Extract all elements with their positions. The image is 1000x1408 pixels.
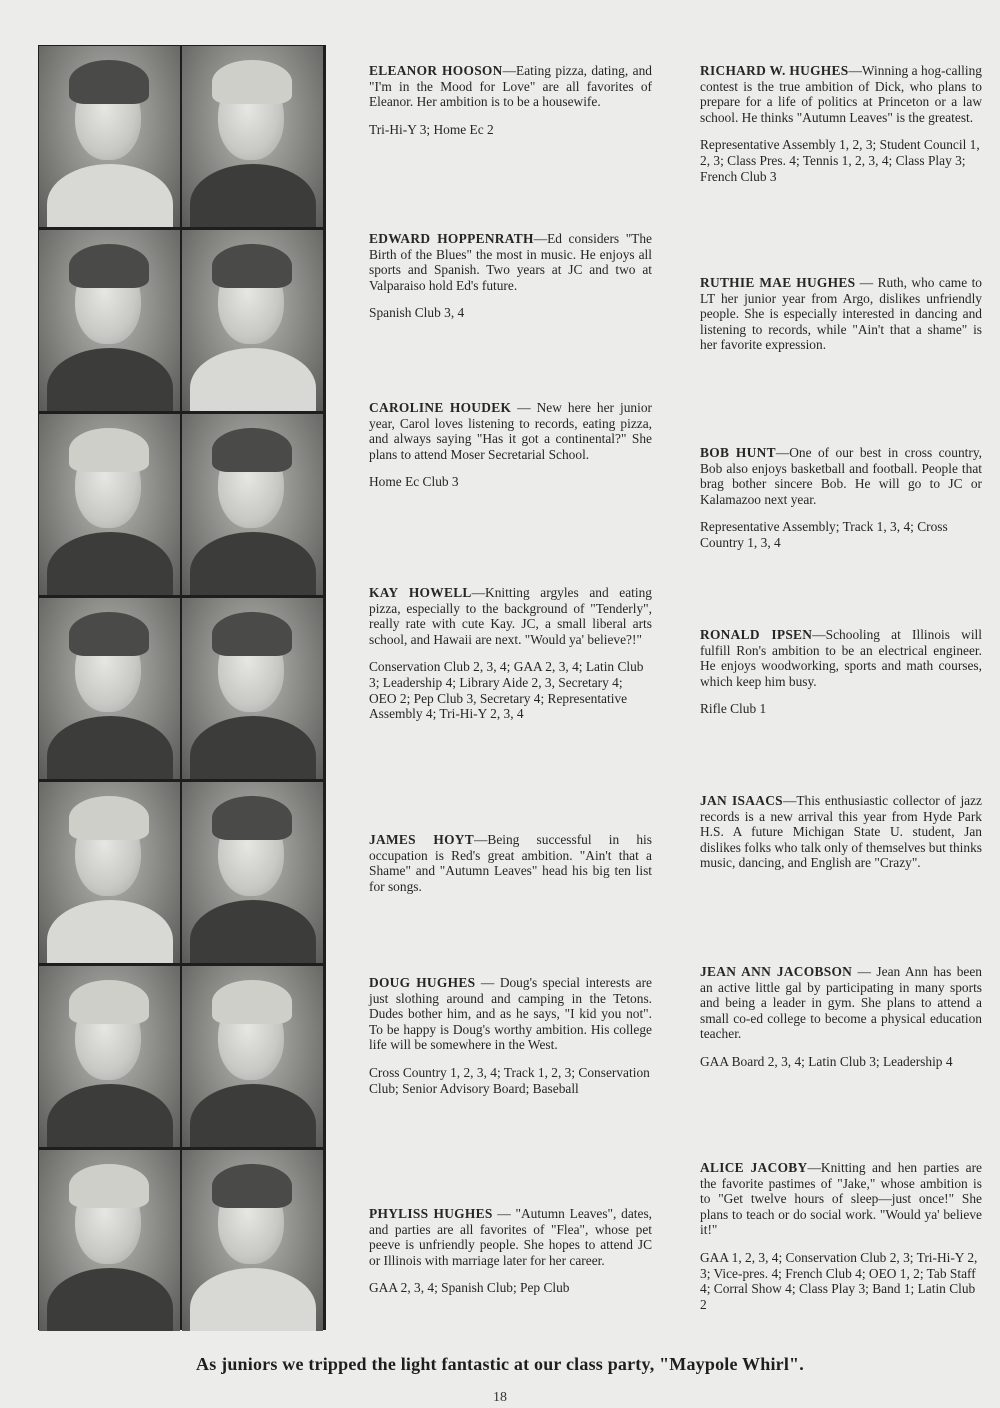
student-name: DOUG HUGHES	[369, 975, 476, 990]
student-activities: Spanish Club 3, 4	[369, 305, 465, 321]
bio-bob-hunt	[700, 445, 982, 551]
student-description: — Doug's special interests are just slothing around and camping in the Tetons. Dudes bother him, and as he says, "I kid you not". To be happy is Doug's worthy ambition. His college life will be somewhere in the West.	[369, 975, 652, 1053]
bio-ronald-ipsen	[700, 627, 982, 717]
student-description: —Schooling at Illinois will fulfill Ron's ambition to be an electrical engineer. He enjoys woodworking, sports and math courses, which keep him busy.	[700, 627, 982, 689]
bio-jan-isaacs	[700, 793, 982, 871]
page-number: 18	[493, 1390, 507, 1405]
bio-ruthie-mae-hughes	[700, 275, 982, 353]
student-description: —This enthusiastic collector of jazz records is a new arrival this year from Hyde Park H.S. A future Michigan State U. student, Jan dislikes folks who talk only of themselves but thinks music, dancing, and English are "Crazy".	[700, 793, 983, 871]
student-activities: Home Ec Club 3	[369, 474, 459, 490]
student-name: RONALD IPSEN	[700, 627, 813, 642]
student-activities: GAA 1, 2, 3, 4; Conservation Club 2, 3; Tri-Hi-Y 2, 3; Vice-pres. 4; French Club 4; OEO 1, 2; Tab Staff 4; Corral Show 4; Class Play 3; Band 1; Latin Club 2	[700, 1249, 978, 1312]
student-name: ELEANOR HOOSON	[369, 63, 503, 78]
student-activities: Representative Assembly; Track 1, 3, 4; Cross Country 1, 3, 4	[700, 519, 948, 550]
student-activities: Cross Country 1, 2, 3, 4; Track 1, 2, 3; Conservation Club; Senior Advisory Board; Baseball	[369, 1064, 650, 1096]
student-activities: Tri-Hi-Y 3; Home Ec 2	[369, 121, 494, 137]
portrait-ruthie-mae-hughes	[182, 230, 323, 411]
portrait-bob-hunt	[182, 414, 323, 595]
student-name: CAROLINE HOUDEK	[369, 400, 512, 415]
student-name: PHYLISS HUGHES	[369, 1206, 493, 1221]
student-activities: Conservation Club 2, 3, 4; GAA 2, 3, 4; Latin Club 3; Leadership 4; Library Aide 2, 3, Secretary 4; OEO 2; Pep Club 3, Secretary 4; Representative Assembly 4; Tri-Hi-Y 2, 3, 4	[369, 659, 644, 722]
bio-eleanor-hooson	[369, 63, 652, 137]
student-activities: GAA Board 2, 3, 4; Latin Club 3; Leadership 4	[700, 1053, 953, 1069]
student-name: BOB HUNT	[700, 445, 776, 460]
student-name: RUTHIE MAE HUGHES	[700, 275, 856, 290]
portrait-richard-hughes	[182, 46, 323, 227]
student-name: RICHARD W. HUGHES	[700, 63, 849, 78]
bio-doug-hughes	[369, 975, 652, 1096]
student-name: JEAN ANN JACOBSON	[700, 964, 853, 979]
student-description: — Ruth, who came to LT her junior year from Argo, dislikes unfriendly people. She is especially interested in dancing and listening to records, while "Ain't that a shame" is her favorite expression.	[700, 275, 982, 353]
portrait-james-hoyt	[39, 782, 180, 963]
bio-james-hoyt	[369, 832, 652, 894]
portrait-edward-hoppenrath	[39, 230, 180, 411]
student-name: KAY HOWELL	[369, 585, 472, 600]
student-name: ALICE JACOBY	[700, 1160, 808, 1175]
student-description: — Jean Ann has been an active little gal by participating in many sports and being a leader in gym. She plans to attend a small co-ed college to become a physical education teacher.	[700, 964, 983, 1042]
student-name: JAMES HOYT	[369, 832, 474, 847]
student-description: —Ed considers "The Birth of the Blues" the most in music. He enjoys all sports and Spanish. Two years at JC and two at Valparaiso hold Ed's future.	[369, 231, 653, 293]
student-description: —Winning a hog-calling contest is the true ambition of Dick, who plans to prepare for a life of politics at Princeton or a law school. He thinks "Autumn Leaves" is the greatest.	[700, 63, 982, 125]
bio-alice-jacoby	[700, 1160, 982, 1312]
bio-jean-ann-jacobson	[700, 964, 982, 1070]
student-activities: Rifle Club 1	[700, 701, 767, 717]
bio-caroline-houdek	[369, 400, 652, 490]
portrait-doug-hughes	[39, 966, 180, 1147]
bio-edward-hoppenrath	[369, 231, 652, 321]
student-activities: GAA 2, 3, 4; Spanish Club; Pep Club	[369, 1280, 570, 1296]
student-description: —Knitting and hen parties are the favorite pastimes of "Jake," whose ambition is to "Get twelve hours of sleep—just once!" She plans to teach or do social work. "Would ya' believe it!"	[700, 1160, 982, 1238]
student-name: JAN ISAACS	[700, 793, 783, 808]
student-activities: Representative Assembly 1, 2, 3; Student Council 1, 2, 3; Class Pres. 4; Tennis 1, 2, 3, 4; Class Play 3; French Club 3	[700, 137, 980, 184]
bio-phyliss-hughes	[369, 1206, 652, 1296]
student-description: —Being successful in his occupation is Red's great ambition. "Ain't that a Shame" and "Autumn Leaves" head his big ten list for songs.	[369, 832, 652, 894]
student-name: EDWARD HOPPENRATH	[369, 231, 534, 246]
portrait-grid	[38, 45, 326, 1330]
student-description: —One of our best in cross country, Bob also enjoys basketball and football. People that brag bother sincere Bob. He will go to JC or Kalamazoo next year.	[700, 445, 982, 507]
portrait-jan-isaacs	[182, 782, 323, 963]
portrait-eleanor-hooson	[39, 46, 180, 227]
portrait-kay-howell	[39, 598, 180, 779]
student-description: — "Autumn Leaves", dates, and parties are all favorites of "Flea", whose pet peeve is unfriendly people. She hopes to attend JC or Illinois with marriage later for her career.	[369, 1206, 652, 1268]
portrait-caroline-houdek	[39, 414, 180, 595]
portrait-jean-ann-jacobson	[182, 966, 323, 1147]
bio-richard-hughes	[700, 63, 982, 184]
portrait-phyliss-hughes	[39, 1150, 180, 1331]
portrait-ronald-ipsen	[182, 598, 323, 779]
page-caption: As juniors we tripped the light fantastic at our class party, "Maypole Whirl".	[196, 1354, 804, 1374]
student-description: — New here her junior year, Carol loves listening to records, eating pizza, and always saying "Has it got a continental?" She plans to attend Moser Secretarial School.	[369, 400, 652, 462]
student-description: —Knitting argyles and eating pizza, especially to the background of "Tenderly", really rate with cute Kay. JC, a small liberal arts school, and Hawaii are next. "Would ya' believe?!"	[369, 585, 652, 647]
portrait-alice-jacoby	[182, 1150, 323, 1331]
student-description: —Eating pizza, dating, and "I'm in the Mood for Love" are all favorites of Eleanor. Her ambition is to be a housewife.	[369, 63, 652, 110]
bio-kay-howell	[369, 585, 652, 722]
